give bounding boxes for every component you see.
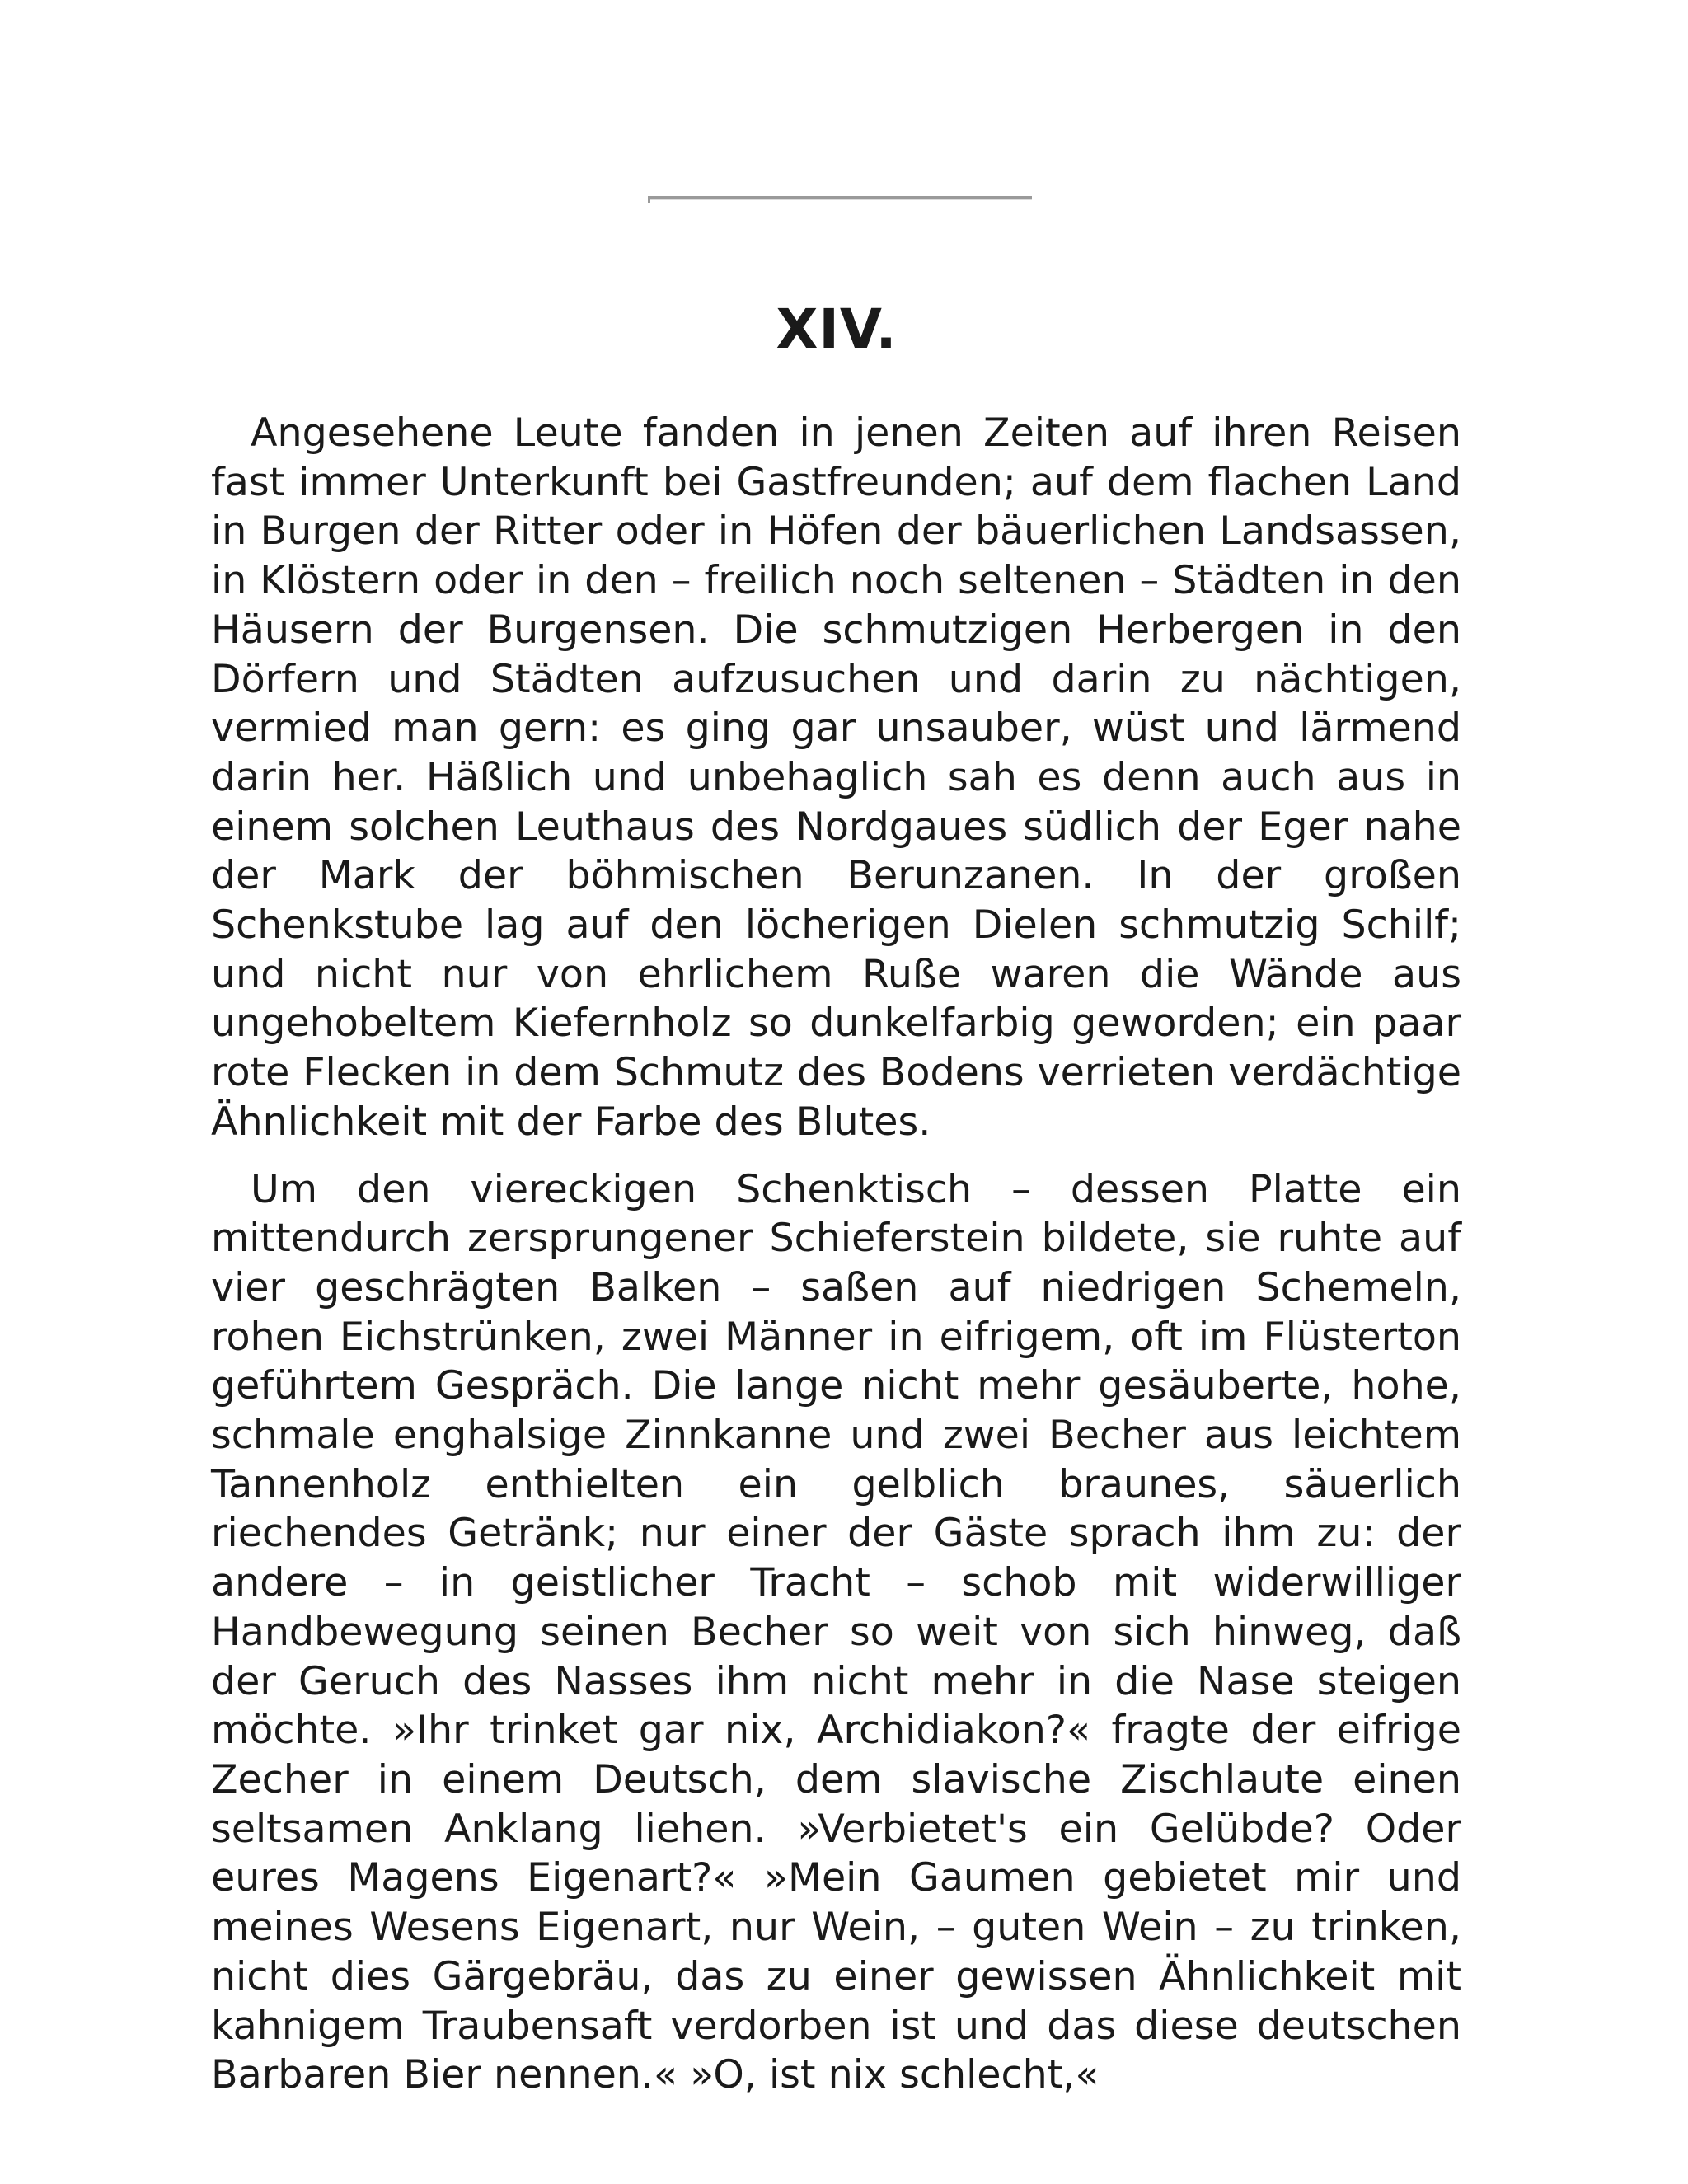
paragraph-1: Angesehene Leute fanden in jenen Zeiten auf ihren Reisen fast immer Unterkunft bei Gastfreunden; auf dem flachen Land in Burgen der Ritter oder in Höfen der bäuerlichen Landsassen, in Klöstern oder in den – freilich noch seltenen – Städten in den Häusern der Burgensen. Die schmutzigen Herbergen in den Dörfern und Städten aufzusuchen und darin zu nächtigen, vermied man gern: es ging gar unsauber, wüst und lärmend darin her. Häßlich und unbehaglich sah es denn auch aus in einem solchen Leuthaus des Nordgaues südlich der Eger nahe der Mark der böhmischen Berunzanen. In der großen Schenkstube lag auf den löcherigen Dielen schmutzig Schilf; und nicht nur von ehrlichem Ruße waren die Wände aus ungehobeltem Kiefernholz so dunkelfarbig geworden; ein paar rote Flecken in dem Schmutz des Bodens verrieten verdächtige Ähnlichkeit mit der Farbe des Blutes. [211, 410, 1461, 1145]
chapter-heading: XIV. [776, 298, 898, 361]
body-text [211, 409, 1461, 2118]
paragraph-2: Um den viereckigen Schenktisch – dessen Platte ein mittendurch zersprungener Schieferstein bildete, sie ruhte auf vier geschrägten Balken – saßen auf niedrigen Schemeln, rohen Eichstrünken, zwei Männer in eifrigem, oft im Flüsterton geführtem Gespräch. Die lange nicht mehr gesäuberte, hohe, schmale enghalsige Zinnkanne und zwei Becher aus leichtem Tannenholz enthielten ein gelblich braunes, säuerlich riechendes Getränk; nur einer der Gäste sprach ihm zu: der andere – in geistlicher Tracht – schob mit widerwilliger Handbewegung seinen Becher so weit von sich hinweg, daß der Geruch des Nasses ihm nicht mehr in die Nase steigen möchte. »Ihr trinket gar nix, Archidiakon?« fragte der eifrige Zecher in einem Deutsch, dem slavische Zischlaute einen seltsamen Anklang liehen. »Verbietet's ein Gelübde? Oder eures Magens Eigenart?« »Mein Gaumen gebietet mir und meines Wesens Eigenart, nur Wein, – guten Wein – zu trinken, nicht dies Gärgebräu, das zu einer gewissen Ähnlichkeit mit kahnigem Traubensaft verdorben ist und das diese deutschen Barbaren Bier nennen.« »O, ist nix schlecht,« [211, 1166, 1461, 2098]
section-divider [648, 196, 1032, 200]
